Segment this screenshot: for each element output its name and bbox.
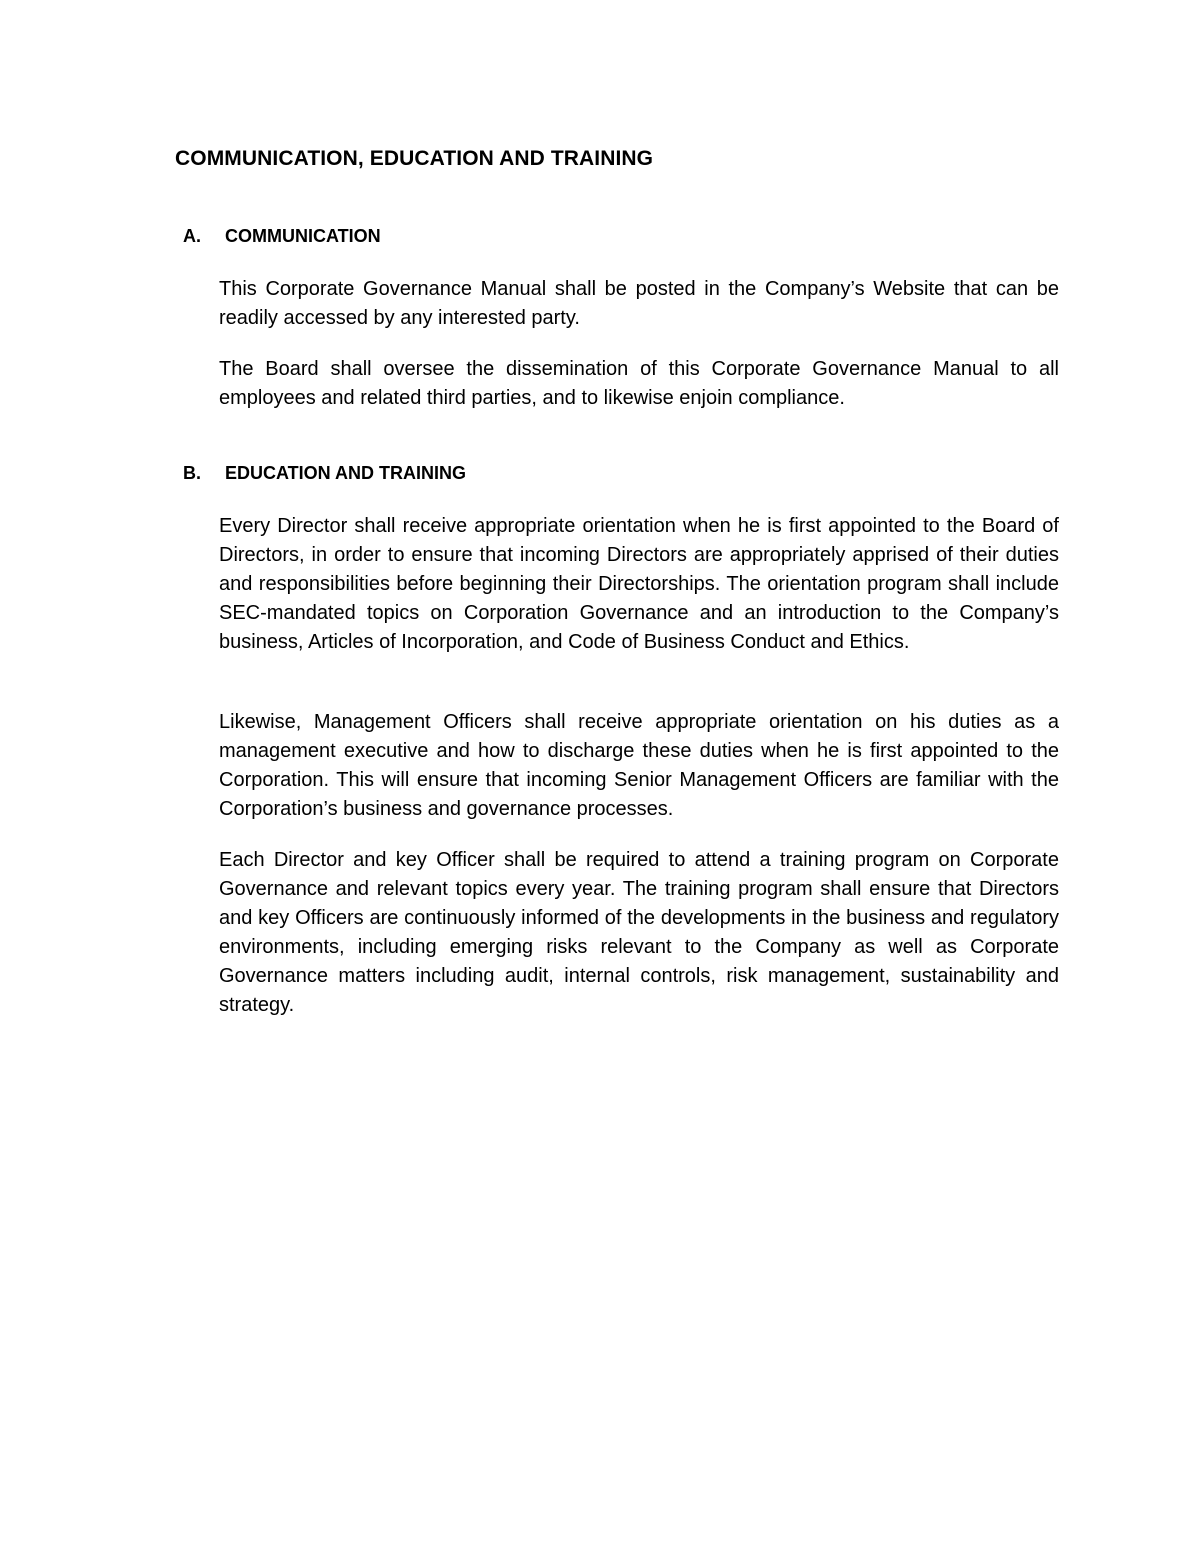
section-a-title: COMMUNICATION [225,226,381,246]
document-title: COMMUNICATION, EDUCATION AND TRAINING [175,147,654,170]
section-b-paragraph-2: Likewise, Management Officers shall receive appropriate orientation on his duties as a management executive and how to discharge these duties when he is first appointed to the Corporation. This will ensure that incoming Senior Management Officers are familiar with the Corporation’s business and governance processes. [219,711,1059,820]
section-b-paragraph-3: Each Director and key Officer shall be required to attend a training program on Corporate Governance and relevant topics every year. The training program shall ensure that Directors and key Officers are continuously informed of the developments in the business and regulatory environments, including emerging risks relevant to the Company as well as Corporate Governance matters including audit, internal controls, risk management, sustainability and strategy. [219,849,1059,1016]
section-b-paragraph-1: Every Director shall receive appropriate orientation when he is first appointed to the Board of Directors, in order to ensure that incoming Directors are appropriately apprised of their duties and responsibilities before beginning their Directorships. The orientation program shall include SEC-mandated topics on Corporation Governance and an introduction to the Company’s business, Articles of Incorporation, and Code of Business Conduct and Ethics. [219,515,1059,653]
section-b-title: EDUCATION AND TRAINING [225,463,466,483]
section-b-heading [183,463,466,484]
section-a-paragraph-1: This Corporate Governance Manual shall be posted in the Company’s Website that can be readily accessed by any interested party. [219,278,1059,329]
section-a-marker: A. [183,226,201,246]
section-a-heading [183,226,381,247]
section-a-paragraph-2: The Board shall oversee the dissemination of this Corporate Governance Manual to all employees and related third parties, and to likewise enjoin compliance. [219,358,1059,409]
section-b-marker: B. [183,463,201,483]
